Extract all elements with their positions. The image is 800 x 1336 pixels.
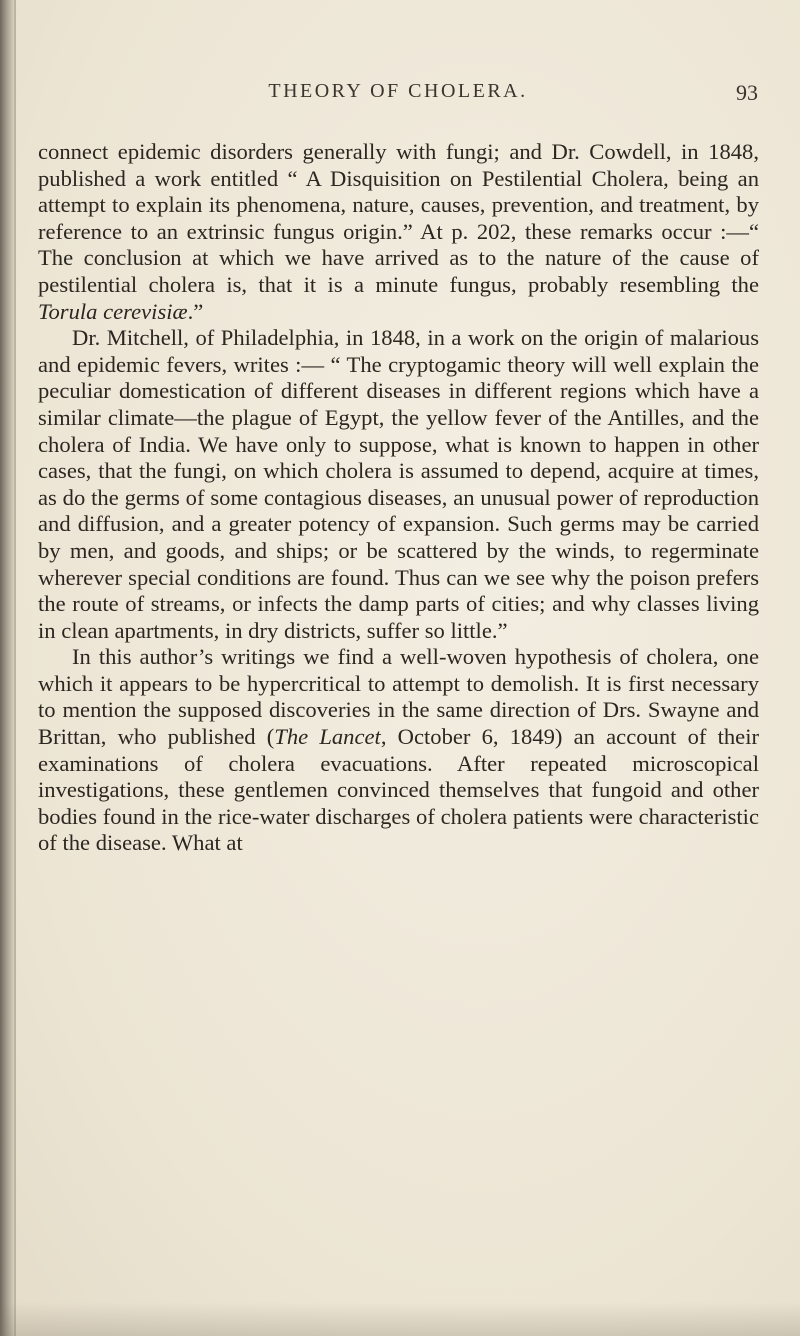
paragraph-3-text: In this author’s writings we find a well-woven hypothesis of cholera, one which it appears to be hypercritical to attempt to demolish. It is first necessary to mention the supposed discoveries in the same direction of Drs. Swayne and Brittan, who published ( bbox=[38, 644, 759, 750]
paragraph-2: Dr. Mitchell, of Philadelphia, in 1848, in a work on the origin of malarious and epidemic fevers, writes :— “ The cryptogamic theory will well explain the peculiar domestication of different diseases in different regions which have a similar climate—the plague of Egypt, the yellow fever of the Antilles, and the cholera of India. We have only to suppose, what is known to happen in other cases, that the fungi, on which cholera is assumed to depend, acquire at times, as do the germs of some contagious diseases, an unusual power of reproduction and diffusion, and a greater potency of expansion. Such germs may be carried by men, and goods, and ships; or be scattered by the winds, to regerminate wherever special conditions are found. Thus can we see why the poison prefers the route of streams, or infects the damp parts of cities; and why classes living in clean apartments, in dry districts, suffer so little.” bbox=[38, 325, 759, 643]
page-number: 93 bbox=[736, 80, 758, 105]
book-gutter bbox=[0, 0, 14, 1336]
page-bottom-shadow bbox=[0, 1302, 800, 1336]
running-head: THEORY OF CHOLERA. bbox=[268, 80, 528, 102]
paragraph-1 bbox=[38, 139, 759, 325]
paragraph-1-text: connect epidemic disorders generally with fungi; and Dr. Cowdell, in 1848, published a work entitled “ A Disquisition on Pestilential Cholera, being an attempt to explain its phenomena, nature, causes, prevention, and treatment, by reference to an extrinsic fungus origin.” At p. 202, these remarks occur :—“ The conclusion at which we have arrived as to the nature of the cause of pestilential cholera is, that it is a minute fungus, probably resembling the bbox=[38, 139, 759, 297]
gutter-edge bbox=[14, 0, 16, 1336]
page-header bbox=[38, 80, 758, 114]
paragraph-3-end: , October 6, 1849) an account of their examinations of cholera evacuations. After repeated microscopical investigations, these gentlemen convinced themselves that fungoid and other bodies found in the rice-water discharges of cholera patients were characteristic of the disease. What at bbox=[38, 724, 759, 856]
body-text bbox=[38, 139, 759, 857]
paragraph-1-end: .” bbox=[187, 298, 204, 324]
paragraph-3 bbox=[38, 644, 759, 857]
journal-title: The Lancet bbox=[274, 724, 381, 750]
species-name: Torula cerevisiæ bbox=[38, 298, 188, 324]
